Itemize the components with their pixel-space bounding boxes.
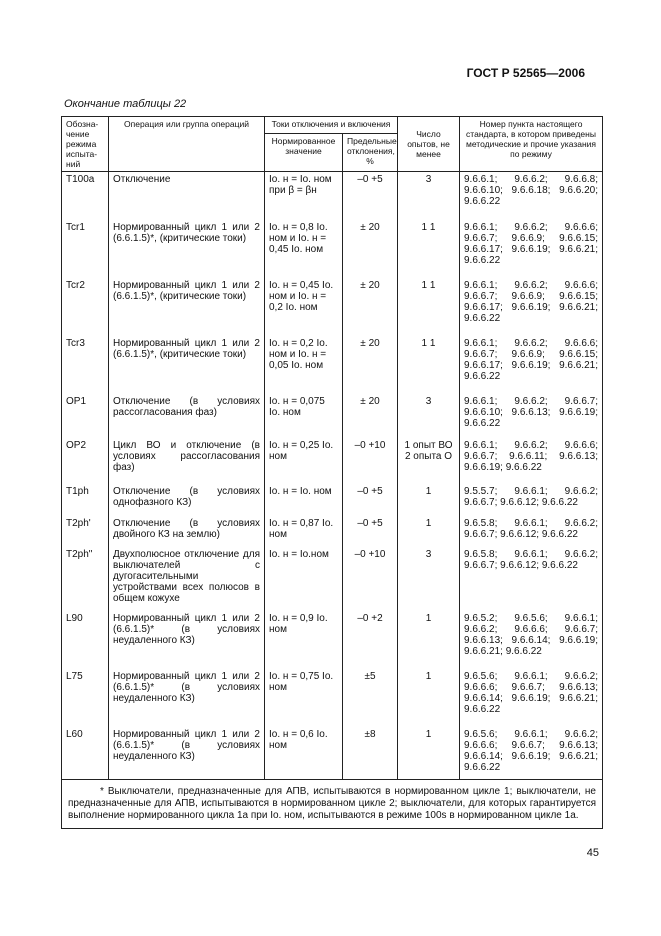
row-deviation: –0 +10: [343, 542, 398, 606]
row-clauses: 9.6.6.1; 9.6.6.2; 9.6.6.6; 9.6.6.7; 9.6.6.11; 9.6.6.13; 9.6.6.19; 9.6.6.22: [460, 433, 603, 479]
data-table: [61, 116, 603, 829]
row-operation: Нормированный цикл 1 или 2 (6.6.1.5)* (в условиях неудаленного КЗ): [109, 664, 265, 722]
table-row: [62, 664, 603, 722]
row-designation: T1ph: [62, 479, 109, 511]
row-tests: 1: [398, 479, 460, 511]
table-row: [62, 273, 603, 331]
table-row: [62, 722, 603, 780]
row-tests: 1: [398, 722, 460, 780]
row-deviation: ±8: [343, 722, 398, 780]
row-designation: Tcr3: [62, 331, 109, 389]
row-operation: Отключение: [109, 172, 265, 215]
row-deviation: ±5: [343, 664, 398, 722]
row-designation: L90: [62, 606, 109, 664]
row-rated-value: Iо. н = 0,45 Iо. ном и Iо. н = 0,2 Iо. ном: [265, 273, 343, 331]
page-number: 45: [586, 847, 599, 859]
row-rated-value: Iо. н = 0,75 Iо. ном: [265, 664, 343, 722]
row-operation: Отключение (в условиях однофазного КЗ): [109, 479, 265, 511]
row-designation: T100a: [62, 172, 109, 215]
row-clauses: 9.6.5.6; 9.6.6.1; 9.6.6.2; 9.6.6.6; 9.6.6.7; 9.6.6.13; 9.6.6.14; 9.6.6.19; 9.6.6.21; 9.6.6.22: [460, 722, 603, 780]
table-row: [62, 606, 603, 664]
row-operation: Нормированный цикл 1 или 2 (6.6.1.5)* (в условиях неудаленного КЗ): [109, 606, 265, 664]
table-row: [62, 433, 603, 479]
row-tests: 1 1: [398, 215, 460, 273]
row-rated-value: Iо. н = 0,8 Iо. ном и Iо. н = 0,45 Iо. ном: [265, 215, 343, 273]
row-operation: Нормированный цикл 1 или 2 (6.6.1.5)*, (критические токи): [109, 215, 265, 273]
row-clauses: 9.6.6.1; 9.6.6.2; 9.6.6.6; 9.6.6.7; 9.6.6.9; 9.6.6.15; 9.6.6.17; 9.6.6.19; 9.6.6.21; 9.6.6.22: [460, 215, 603, 273]
row-tests: 1: [398, 664, 460, 722]
header-currents: Токи отключения и включения: [265, 117, 398, 134]
row-clauses: 9.6.6.1; 9.6.6.2; 9.6.6.7; 9.6.6.10; 9.6.6.13; 9.6.6.19; 9.6.6.22: [460, 389, 603, 433]
row-operation: Нормированный цикл 1 или 2 (6.6.1.5)*, (критические токи): [109, 273, 265, 331]
row-tests: 1 1: [398, 331, 460, 389]
row-operation: Отключение (в условиях рассогласования фаз): [109, 389, 265, 433]
row-rated-value: Iо. н = 0,87 Iо. ном: [265, 511, 343, 542]
row-tests: 3: [398, 172, 460, 215]
row-rated-value: Iо. н = Iо. ном при β = βн: [265, 172, 343, 215]
row-rated-value: Iо. н = 0,2 Iо. ном и Iо. н = 0,05 Iо. ном: [265, 331, 343, 389]
row-designation: T2ph": [62, 542, 109, 606]
table-row: [62, 479, 603, 511]
table-row: [62, 331, 603, 389]
row-rated-value: Iо. н = 0,9 Iо. ном: [265, 606, 343, 664]
row-deviation: –0 +5: [343, 511, 398, 542]
row-clauses: 9.5.5.7; 9.6.6.1; 9.6.6.2; 9.6.6.7; 9.6.6.12; 9.6.6.22: [460, 479, 603, 511]
row-deviation: –0 +5: [343, 479, 398, 511]
row-deviation: –0 +2: [343, 606, 398, 664]
row-clauses: 9.6.6.1; 9.6.6.2; 9.6.6.6; 9.6.6.7; 9.6.6.9; 9.6.6.15; 9.6.6.17; 9.6.6.19; 9.6.6.21; 9.6.6.22: [460, 331, 603, 389]
row-clauses: 9.6.6.1; 9.6.6.2; 9.6.6.6; 9.6.6.7; 9.6.6.9; 9.6.6.15; 9.6.6.17; 9.6.6.19; 9.6.6.21; 9.6.6.22: [460, 273, 603, 331]
row-rated-value: Iо. н = Iо.ном: [265, 542, 343, 606]
row-clauses: 9.6.5.8; 9.6.6.1; 9.6.6.2; 9.6.6.7; 9.6.6.12; 9.6.6.22: [460, 542, 603, 606]
row-tests: 3: [398, 542, 460, 606]
header-rated: Нормированное значение: [265, 133, 343, 172]
row-clauses: 9.6.6.1; 9.6.6.2; 9.6.6.8; 9.6.6.10; 9.6.6.18; 9.6.6.20; 9.6.6.22: [460, 172, 603, 215]
table-row: [62, 542, 603, 606]
header-designation: Обозна-чение режима испыта-ний: [62, 117, 109, 172]
row-designation: L75: [62, 664, 109, 722]
row-designation: Tcr2: [62, 273, 109, 331]
header-operation: Операция или группа операций: [109, 117, 265, 172]
table-caption: Окончание таблицы 22: [64, 98, 187, 110]
header-clauses: Номер пункта настоящего стандарта, в котором приведены методические и прочие указания по режиму: [460, 117, 603, 172]
table-row: [62, 511, 603, 542]
row-deviation: –0 +5: [343, 172, 398, 215]
row-deviation: ± 20: [343, 331, 398, 389]
header-tests: Число опытов, не менее: [398, 117, 460, 172]
row-designation: T2ph': [62, 511, 109, 542]
row-deviation: ± 20: [343, 273, 398, 331]
row-tests: 1 1: [398, 273, 460, 331]
row-tests: 3: [398, 389, 460, 433]
table-row: [62, 215, 603, 273]
row-designation: OP1: [62, 389, 109, 433]
row-operation: Цикл ВО и отключение (в условиях рассогласования фаз): [109, 433, 265, 479]
row-designation: OP2: [62, 433, 109, 479]
table-row: [62, 172, 603, 215]
row-deviation: –0 +10: [343, 433, 398, 479]
row-operation: Нормированный цикл 1 или 2 (6.6.1.5)*, (критические токи): [109, 331, 265, 389]
row-operation: Нормированный цикл 1 или 2 (6.6.1.5)* (в условиях неудаленного КЗ): [109, 722, 265, 780]
row-tests: 1: [398, 606, 460, 664]
row-clauses: 9.6.5.8; 9.6.6.1; 9.6.6.2; 9.6.6.7; 9.6.6.12; 9.6.6.22: [460, 511, 603, 542]
row-deviation: ± 20: [343, 215, 398, 273]
row-rated-value: Iо. н = Iо. ном: [265, 479, 343, 511]
row-deviation: ± 20: [343, 389, 398, 433]
row-tests: 1 опыт ВО 2 опыта О: [398, 433, 460, 479]
row-rated-value: Iо. н = 0,25 Iо. ном: [265, 433, 343, 479]
row-operation: Отключение (в условиях двойного КЗ на землю): [109, 511, 265, 542]
row-rated-value: Iо. н = 0,075 Iо. ном: [265, 389, 343, 433]
table-footnote: * Выключатели, предназначенные для АПВ, испытываются в нормированном цикле 1; выключатели, не предназначенные для АПВ, испытываются в нормированном цикле 2; выключатели, для которых гарантируется выполнение нормированного цикла 1а при Iо. ном, испытываются в режиме 100s в нормированном цикле 1а.: [62, 780, 603, 829]
row-designation: Tcr1: [62, 215, 109, 273]
row-clauses: 9.6.5.6; 9.6.6.1; 9.6.6.2; 9.6.6.6; 9.6.6.7; 9.6.6.13; 9.6.6.14; 9.6.6.19; 9.6.6.21; 9.6.6.22: [460, 664, 603, 722]
row-tests: 1: [398, 511, 460, 542]
row-designation: L60: [62, 722, 109, 780]
row-rated-value: Iо. н = 0,6 Iо. ном: [265, 722, 343, 780]
header-deviation: Предельные отклонения, %: [343, 133, 398, 172]
row-operation: Двухполюсное отключение для выключателей с дугогасительными устройствами всех полюсов в общем кожухе: [109, 542, 265, 606]
table-row: [62, 389, 603, 433]
row-clauses: 9.6.5.2; 9.6.5.6; 9.6.6.1; 9.6.6.2; 9.6.6.6; 9.6.6.7; 9.6.6.13; 9.6.6.14; 9.6.6.19; 9.6.6.21; 9.6.6.22: [460, 606, 603, 664]
document-header: ГОСТ Р 52565—2006: [466, 66, 585, 80]
